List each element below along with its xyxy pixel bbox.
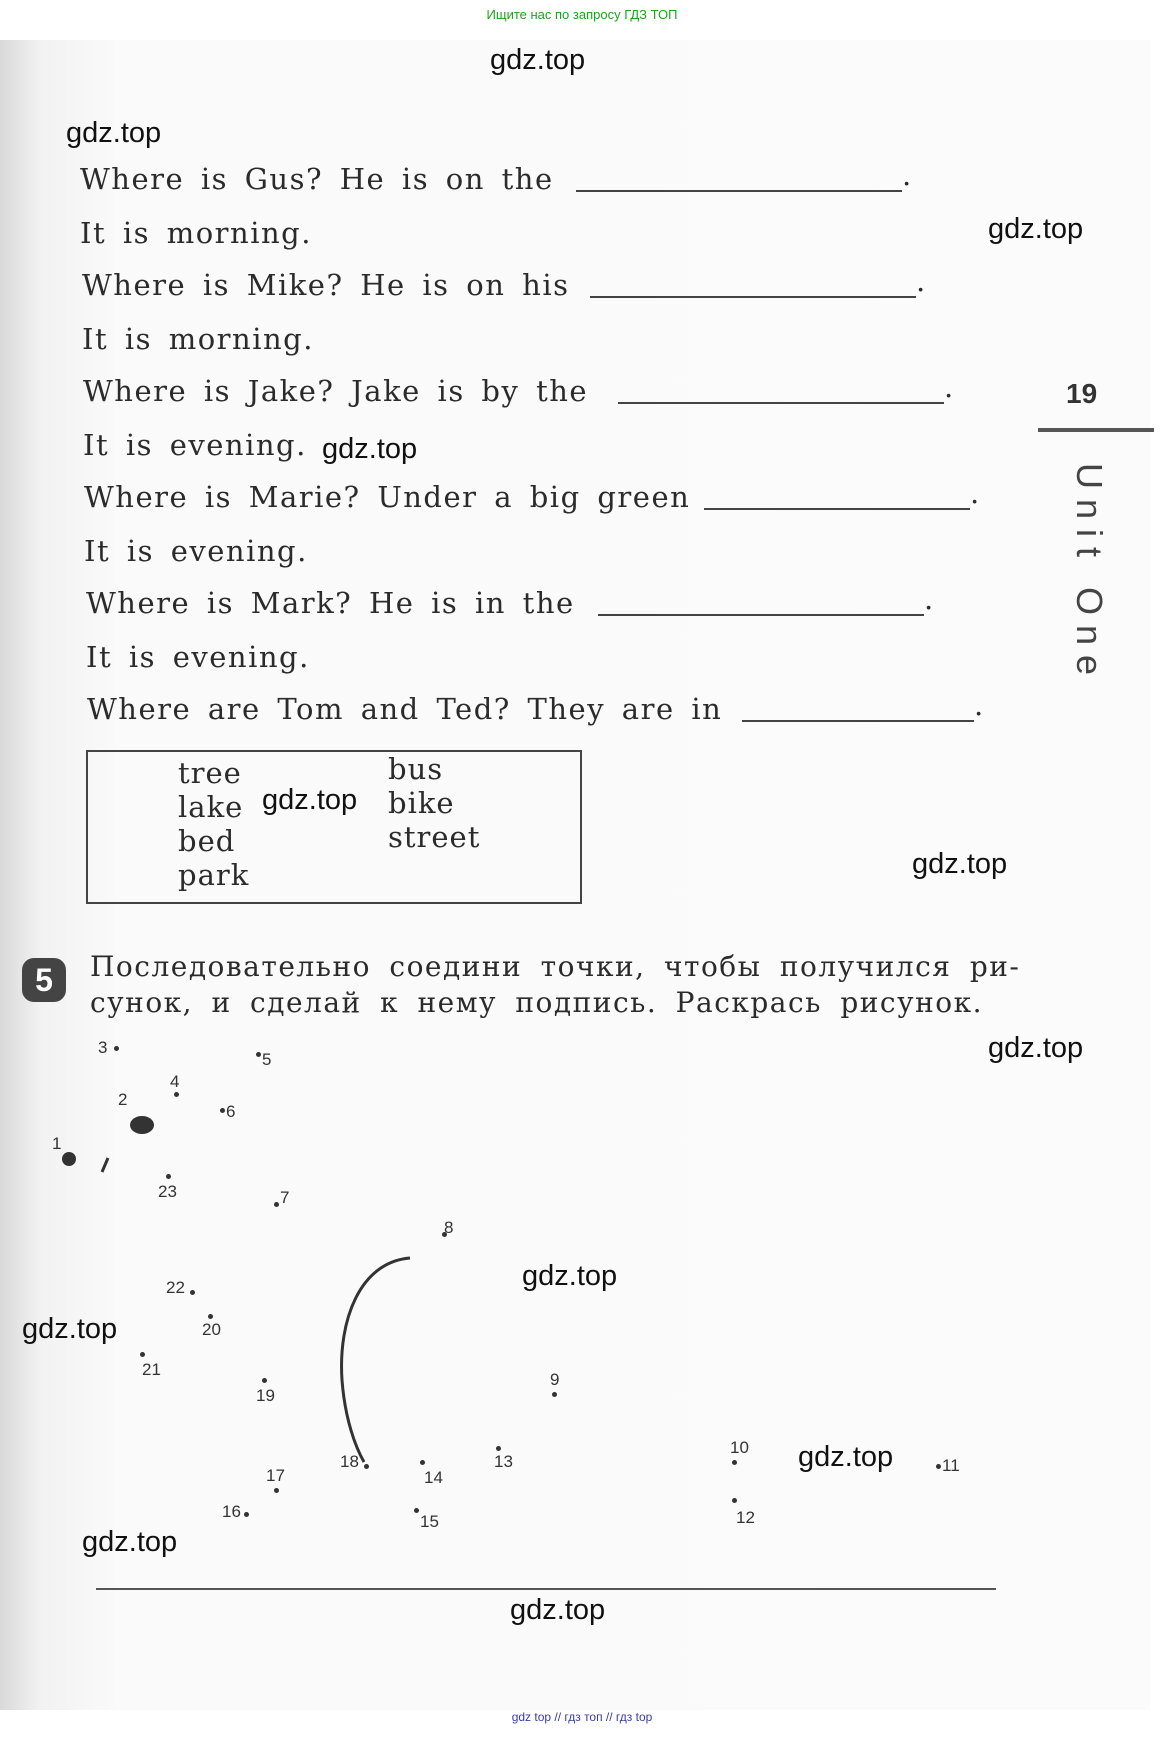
word-option: bus xyxy=(388,752,444,786)
footer-note: gdz top // гдз топ // гдз top xyxy=(511,1710,653,1724)
unit-label: Unit One xyxy=(1069,463,1110,686)
dot-label: 13 xyxy=(494,1452,513,1471)
watermark: gdz.top xyxy=(66,117,162,149)
dot-label: 16 xyxy=(222,1502,241,1521)
watermark: gdz.top xyxy=(522,1260,618,1292)
sentence-line: It is evening. xyxy=(86,640,310,674)
watermark: gdz.top xyxy=(22,1313,118,1345)
sentence-line: Where is Mark? He is in the xyxy=(86,586,575,620)
watermark: gdz.top xyxy=(988,1032,1084,1064)
sentence-line: Where is Marie? Under a big green xyxy=(84,480,691,514)
period: . xyxy=(924,582,934,616)
dot-label: 20 xyxy=(202,1320,221,1339)
watermark: gdz.top xyxy=(988,213,1084,245)
word-option: bed xyxy=(178,824,236,858)
dot-label: 1 xyxy=(52,1134,62,1153)
dot-label: 14 xyxy=(424,1468,443,1487)
watermark: gdz.top xyxy=(490,44,586,76)
dot-label: 5 xyxy=(262,1050,272,1069)
sentence-line: It is morning. xyxy=(80,216,312,250)
sentence-line: It is evening. xyxy=(84,534,308,568)
dot-label: 7 xyxy=(280,1188,290,1207)
period: . xyxy=(916,264,926,298)
exercise-instruction: сунок, и сделай к нему подпись. Раскрась рисунок. xyxy=(90,986,983,1019)
sentence-line: Where is Mike? He is on his xyxy=(82,268,570,302)
watermark: gdz.top xyxy=(912,848,1008,880)
dot-label: 23 xyxy=(158,1182,177,1201)
dot-label: 8 xyxy=(444,1218,454,1237)
dot-label: 4 xyxy=(170,1072,180,1091)
watermark: gdz.top xyxy=(262,784,358,816)
dot-label: 3 xyxy=(98,1038,108,1057)
word-option: park xyxy=(178,858,250,892)
dot-label: 6 xyxy=(226,1102,236,1121)
dot-label: 21 xyxy=(142,1360,161,1379)
sentence-line: Where is Jake? Jake is by the xyxy=(83,374,589,408)
header-note: Ищите нас по запросу ГДЗ ТОП xyxy=(486,7,678,22)
page-number: 19 xyxy=(1066,378,1098,409)
word-option: tree xyxy=(178,756,242,790)
watermark: gdz.top xyxy=(798,1441,894,1473)
watermark: gdz.top xyxy=(322,433,418,465)
sentence-line: Where is Gus? He is on the xyxy=(80,162,554,196)
dot-label: 22 xyxy=(166,1278,185,1297)
dot-label: 2 xyxy=(118,1090,128,1109)
dot-label: 19 xyxy=(256,1386,275,1405)
watermark: gdz.top xyxy=(82,1526,178,1558)
dot-label: 11 xyxy=(942,1456,960,1475)
period: . xyxy=(974,688,984,722)
period: . xyxy=(970,476,980,510)
word-option: street xyxy=(388,820,481,854)
dot-label: 15 xyxy=(420,1512,439,1531)
sentence-line: Where are Tom and Ted? They are in xyxy=(87,692,723,726)
dot-label: 17 xyxy=(266,1466,285,1485)
exercise-number-badge: 5 xyxy=(22,958,66,1002)
dot-label: 18 xyxy=(340,1452,359,1471)
sentence-line: It is morning. xyxy=(82,322,314,356)
caption-line[interactable] xyxy=(96,1588,996,1590)
period: . xyxy=(902,158,912,192)
exercise-instruction: Последовательно соедини точки, чтобы получился ри- xyxy=(90,950,1021,983)
dot-label: 10 xyxy=(730,1438,749,1457)
watermark: gdz.top xyxy=(510,1594,606,1626)
period: . xyxy=(944,370,954,404)
word-option: bike xyxy=(388,786,455,820)
dot-label: 12 xyxy=(736,1508,755,1527)
word-option: lake xyxy=(178,790,244,824)
dot-label: 9 xyxy=(550,1370,560,1389)
sentence-line: It is evening. xyxy=(83,428,307,462)
